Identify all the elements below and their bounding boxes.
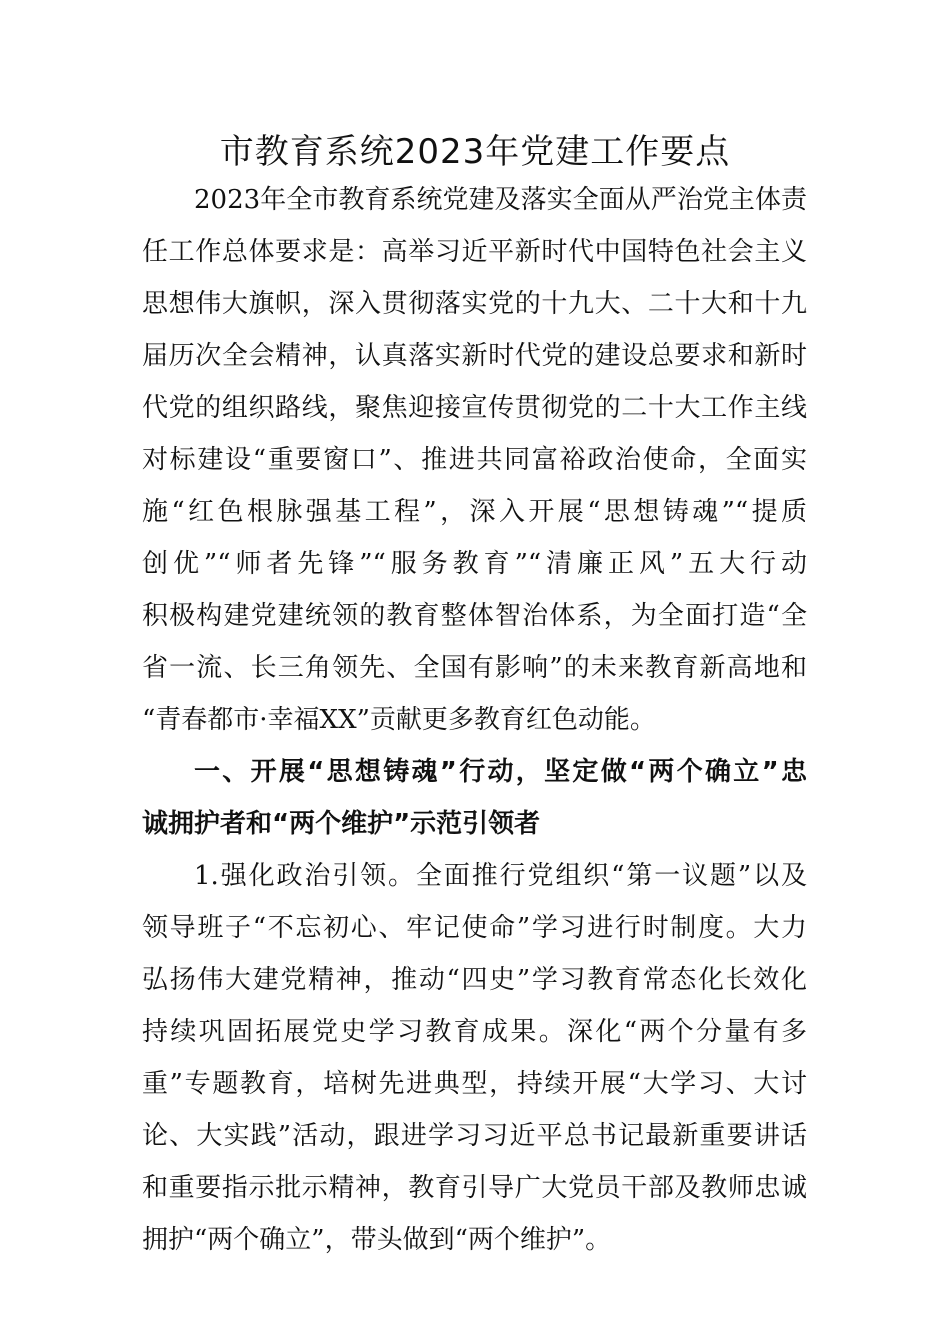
item-line: 领导班子“不忘初心、牢记使命”学习进行时制度。大力 [142,913,807,943]
intro-line: 2023年全市教育系统党建及落实全面从严治党主体责 [194,185,807,215]
intro-line: 省一流、长三角领先、全国有影响”的未来教育新高地和 [142,653,807,683]
intro-line: 届历次全会精神，认真落实新时代党的建设总要求和新时 [142,341,807,371]
item-line: 重”专题教育，培树先进典型，持续开展“大学习、大讨 [142,1069,807,1099]
intro-line: 对标建设“重要窗口”、推进共同富裕政治使命，全面实 [142,445,807,475]
intro-line: “青春都市·幸福XX”贡献更多教育红色动能。 [142,705,656,735]
intro-line: 施“红色根脉强基工程”，深入开展“思想铸魂”“提质 [142,497,807,527]
item-line: 弘扬伟大建党精神，推动“四史”学习教育常态化长效化 [142,965,807,995]
document-title: 市教育系统2023年党建工作要点 [219,132,731,172]
intro-line: 代党的组织路线，聚焦迎接宣传贯彻党的二十大工作主线 [142,393,807,423]
intro-line: 任工作总体要求是：高举习近平新时代中国特色社会主义 [142,237,807,267]
item-line: 拥护“两个确立”，带头做到“两个维护”。 [142,1225,612,1255]
section-heading-line: 一、开展“思想铸魂”行动，坚定做“两个确立”忠 [194,757,807,787]
intro-line: 思想伟大旗帜，深入贯彻落实党的十九大、二十大和十九 [142,289,807,319]
intro-line: 创优”“师者先锋”“服务教育”“清廉正风”五大行动 [142,549,807,579]
item-line: 1.强化政治引领。全面推行党组织“第一议题”以及 [194,861,807,891]
item-line: 论、大实践”活动，跟进学习习近平总书记最新重要讲话 [142,1121,807,1151]
intro-line: 积极构建党建统领的教育整体智治体系，为全面打造“全 [142,601,807,631]
section-heading-line: 诚拥护者和“两个维护”示范引领者 [142,809,541,839]
item-line: 和重要指示批示精神，教育引导广大党员干部及教师忠诚 [142,1173,807,1203]
item-line: 持续巩固拓展党史学习教育成果。深化“两个分量有多 [142,1017,807,1047]
